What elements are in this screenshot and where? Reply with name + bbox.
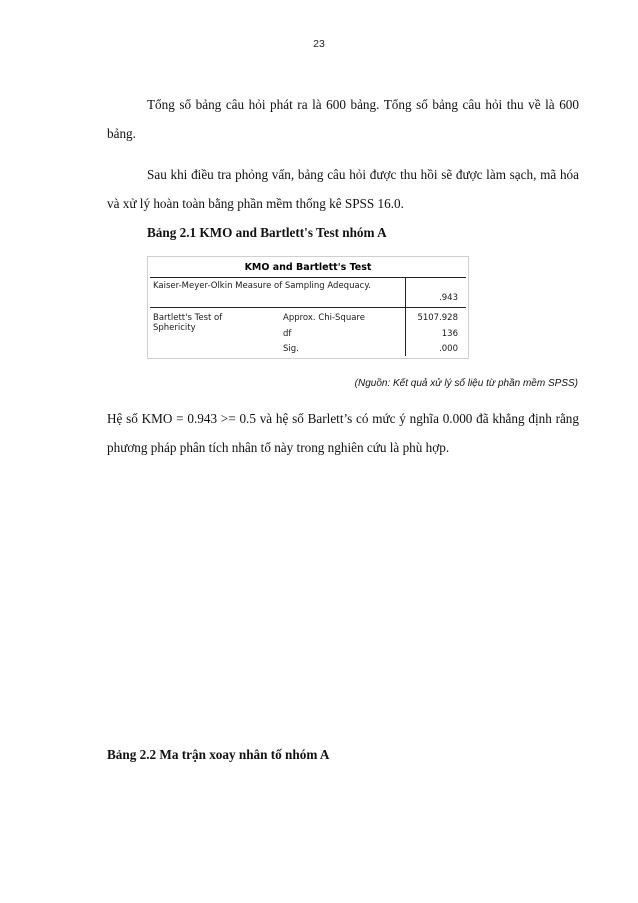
stat-label-df: df bbox=[283, 329, 292, 339]
table-title: KMO and Bartlett's Test bbox=[244, 262, 372, 273]
source-note: (Nguồn: Kết quả xử lý số liệu từ phần mềm SPSS) bbox=[354, 378, 578, 389]
paragraph-data-processing: Sau khi điều tra phỏng vấn, bảng câu hỏi được thu hồi sẽ được làm sạch, mã hóa và xử lý hoàn toàn bằng phần mềm thống kê SPSS 16.0. bbox=[107, 167, 579, 211]
kmo-label: Kaiser-Meyer-Olkin Measure of Sampling Adequacy. bbox=[153, 281, 371, 291]
paragraph-kmo-interpretation: Hệ số KMO = 0.943 >= 0.5 và hệ số Barlett’s có mức ý nghĩa 0.000 đã khẳng định rằng phương pháp phân tích nhân tố này trong nghiên cứu là phù hợp. bbox=[107, 411, 579, 455]
stat-label-chi-square: Approx. Chi-Square bbox=[283, 313, 365, 323]
stat-label-sig: Sig. bbox=[283, 344, 299, 354]
table-caption-rotated-matrix: Bảng 2.2 Ma trận xoay nhân tố nhóm A bbox=[107, 747, 330, 762]
paragraph-survey-count: Tổng số bảng câu hỏi phát ra là 600 bảng. Tổng số bảng câu hỏi thu về là 600 bảng. bbox=[107, 97, 579, 141]
kmo-bartlett-table bbox=[147, 256, 469, 359]
stat-value-chi-square: 5107.928 bbox=[417, 313, 458, 323]
bartlett-label-line1: Bartlett's Test of bbox=[153, 313, 223, 323]
table-top-rule bbox=[150, 277, 466, 278]
table-column-divider bbox=[405, 277, 406, 356]
bartlett-label-line2: Sphericity bbox=[153, 323, 196, 333]
table-mid-rule bbox=[150, 307, 466, 308]
table-caption-kmo: Bảng 2.1 KMO and Bartlett's Test nhóm A bbox=[147, 225, 387, 240]
page-number: 23 bbox=[313, 38, 325, 50]
stat-value-df: 136 bbox=[441, 329, 458, 339]
stat-value-sig: .000 bbox=[439, 344, 458, 354]
kmo-value: .943 bbox=[439, 293, 458, 303]
